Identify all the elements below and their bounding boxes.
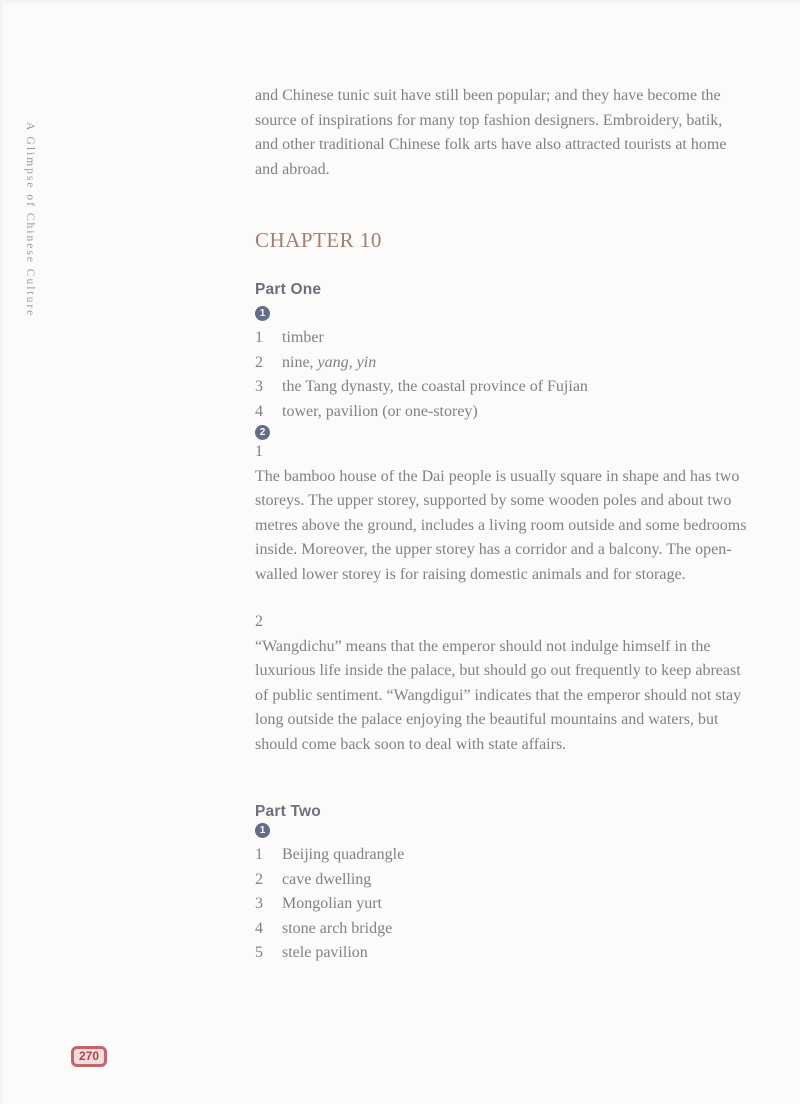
answer-row — [255, 375, 749, 400]
essay-answer-text: “Wangdichu” means that the emperor should not indulge himself in the luxurious life inside the palace, but should go out frequently to keep abreast of public sentiment. “Wangdigui” indicates that the emperor should not stay long outside the palace enjoying the beautiful mountains and waters, but should come back soon to deal with state affairs. — [255, 637, 742, 753]
answer-number: 2 — [255, 353, 263, 371]
part-one-section — [255, 281, 749, 757]
part-two-heading: Part Two — [255, 803, 321, 820]
answer-row — [255, 892, 749, 917]
answer-row — [255, 917, 749, 942]
answer-text-plain: nine, — [282, 353, 318, 371]
part-one-exercise-1-marker — [255, 306, 270, 321]
answer-row — [255, 843, 749, 868]
answer-text-italic: yin — [356, 353, 377, 371]
page-number-badge — [71, 1046, 107, 1067]
part-one-exercise-1-answers — [255, 326, 749, 424]
answer-number: 4 — [255, 919, 263, 937]
answer-number: 1 — [255, 846, 263, 863]
essay-answer-text: The bamboo house of the Dai people is usually square in shape and has two storeys. The upper storey, supported by some wooden poles and about two metres above the ground, includes a living room outside and some bedrooms inside. Moreover, the upper storey has a corridor and a balcony. The open-walled lower storey is for raising domestic animals and for storage. — [255, 467, 747, 583]
essay-answer — [255, 440, 749, 587]
answer-number: 3 — [255, 895, 263, 912]
answer-text-plain: , — [348, 353, 357, 371]
answer-number: 5 — [255, 944, 263, 961]
answer-text: cave dwelling — [282, 870, 372, 888]
answer-text — [282, 351, 376, 376]
answer-number: 4 — [255, 402, 263, 420]
answer-text: the Tang dynasty, the coastal province of Fujian — [282, 378, 588, 395]
answer-row — [255, 326, 749, 351]
intro-paragraph: and Chinese tunic suit have still been popular; and they have become the source of inspirations for many top fashion designers. Embroidery, batik, and other traditional Chinese folk arts have also attracted tourists at home and abroad. — [255, 87, 727, 178]
answer-text: tower, pavilion (or one-storey) — [282, 402, 478, 420]
answer-row — [255, 351, 749, 376]
answer-row — [255, 868, 749, 893]
answer-text-italic: yang — [317, 353, 349, 371]
page-number: 270 — [79, 1049, 100, 1063]
answer-row — [255, 941, 749, 966]
answer-text: Mongolian yurt — [282, 895, 382, 912]
scan-edge-top — [0, 0, 800, 4]
essay-answer-number: 1 — [255, 443, 263, 460]
part-two-exercise-1-answers — [255, 843, 749, 966]
chapter-heading: CHAPTER 10 — [255, 228, 382, 252]
exercise-marker-number: 2 — [259, 427, 266, 438]
answer-number: 2 — [255, 870, 263, 888]
part-one-exercise-2-marker — [255, 425, 270, 440]
answer-number: 1 — [255, 329, 263, 346]
answer-text: Beijing quadrangle — [282, 846, 405, 863]
content-column — [255, 84, 749, 966]
essay-answer-number: 2 — [255, 613, 263, 630]
scan-edge-left — [0, 0, 4, 1104]
exercise-marker-number: 1 — [259, 825, 266, 836]
answer-text: stele pavilion — [282, 944, 368, 961]
answer-text: stone arch bridge — [282, 919, 393, 937]
part-two-section — [255, 803, 749, 966]
part-two-exercise-1-marker — [255, 823, 270, 838]
answer-number: 3 — [255, 378, 263, 395]
exercise-marker-number: 1 — [259, 308, 266, 319]
running-head-vertical-title: A Glimpse of Chinese Culture — [24, 122, 36, 318]
answer-row — [255, 400, 749, 425]
answer-text: timber — [282, 329, 324, 346]
part-one-heading: Part One — [255, 281, 322, 298]
essay-answer — [255, 610, 749, 757]
